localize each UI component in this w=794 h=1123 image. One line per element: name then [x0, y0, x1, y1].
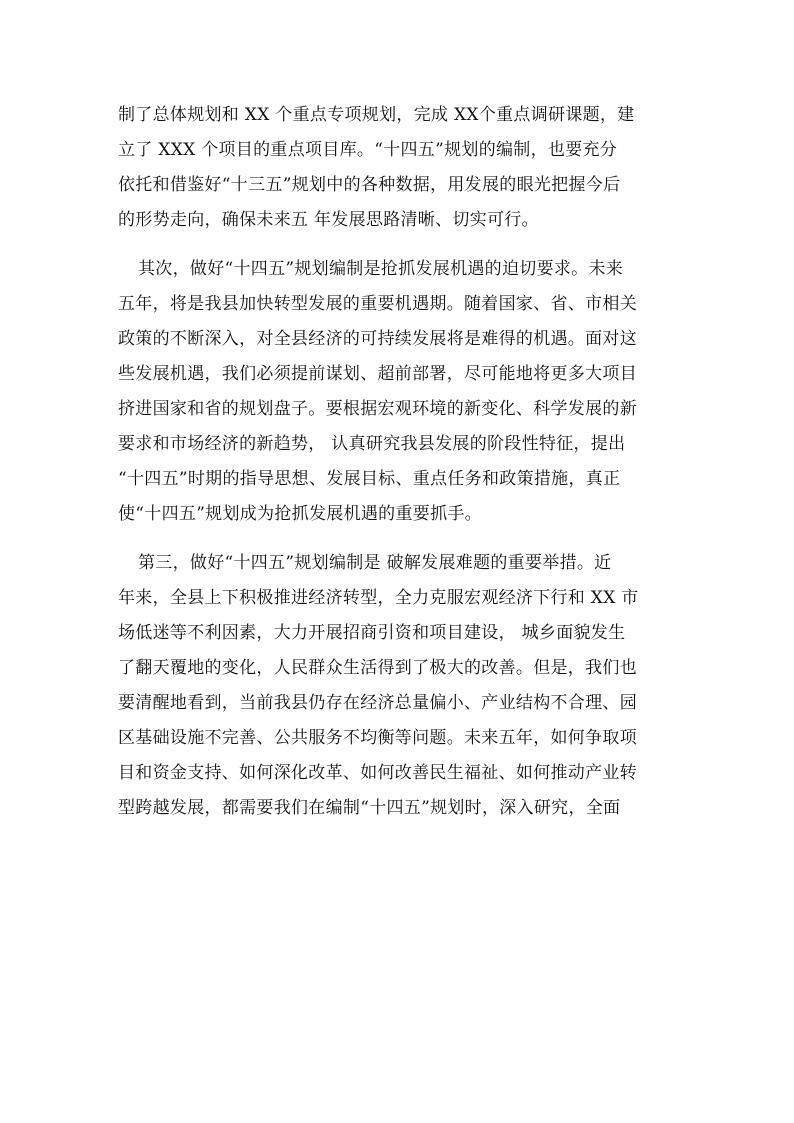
- text-line: 政策的不断深入，对全县经济的可持续发展将是难得的机遇。面对这: [118, 329, 637, 349]
- text-line: 制了总体规划和 XX 个重点专项规划，完成 XX个重点调研课题，建: [118, 105, 635, 125]
- text-line: 的形势走向，确保未来五 年发展思路清晰、切实可行。: [118, 210, 539, 230]
- text-line: 年来，全县上下积极推进经济转型，全力克服宏观经济下行和 XX 市: [118, 588, 639, 608]
- text-line: 区基础设施不完善、公共服务不均衡等问题。未来五年，如何争取项: [118, 728, 637, 748]
- text-line: 其次，做好“十四五”规划编制是抢抓发展机遇的迫切要求。未来: [138, 259, 624, 279]
- text-line: 目和资金支持、如何深化改革、如何改善民生福祉、如何推动产业转: [118, 763, 637, 783]
- text-line: “十四五”时期的指导思想、发展目标、重点任务和政策措施，真正: [118, 469, 621, 489]
- text-line: 要清醒地看到，当前我县仍存在经济总量偏小、产业结构不合理、园: [118, 693, 637, 713]
- text-line: 第三，做好“十四五”规划编制是 破解发展难题的重要举措。近: [138, 553, 612, 573]
- text-line: 立了 XXX 个项目的重点项目库。“十四五”规划的编制，也要充分: [118, 140, 618, 160]
- text-line: 了翻天覆地的变化，人民群众生活得到了极大的改善。但是，我们也: [118, 658, 637, 678]
- paragraph-1: [118, 98, 676, 238]
- text-line: 五年，将是我县加快转型发展的重要机遇期。随着国家、省、市相关: [118, 294, 637, 314]
- text-line: 型跨越发展，都需要我们在编制“十四五”规划时，深入研究，全面: [118, 798, 621, 818]
- text-line: 些发展机遇，我们必须提前谋划、超前部署，尽可能地将更多大项目: [118, 364, 637, 384]
- text-line: 要求和市场经济的新趋势， 认真研究我县发展的阶段性特征，提出: [118, 434, 626, 454]
- text-line: 依托和借鉴好“十三五”规划中的各种数据，用发展的眼光把握今后: [118, 175, 621, 195]
- text-line: 使“十四五”规划成为抢抓发展机遇的重要抓手。: [118, 504, 482, 524]
- paragraph-spacer: [118, 532, 676, 546]
- document-body: [118, 98, 676, 826]
- paragraph-spacer: [118, 238, 676, 252]
- paragraph-2: [118, 252, 676, 532]
- text-line: 挤进国家和省的规划盘子。要根据宏观环境的新变化、科学发展的新: [118, 399, 637, 419]
- text-line: 场低迷等不利因素，大力开展招商引资和项目建设， 城乡面貌发生: [118, 623, 626, 643]
- paragraph-3: [118, 546, 676, 826]
